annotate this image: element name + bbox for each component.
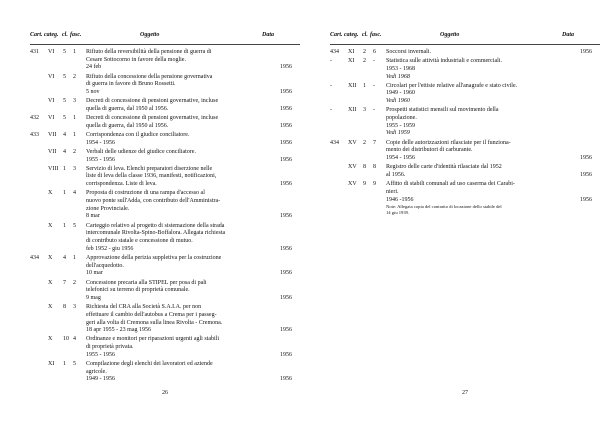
page-number: 27: [462, 390, 468, 396]
left-page: [30, 0, 300, 424]
description-line: Servizio di leva. Elenchi preparatori diserzione nelle: [86, 165, 213, 172]
table-row: [330, 49, 600, 58]
year: 1956: [580, 171, 592, 178]
description-line: 10 mar: [86, 270, 103, 277]
description: [86, 223, 274, 254]
category: XV: [348, 181, 357, 188]
description-line: 1946 -1956: [386, 196, 414, 203]
class: 2: [363, 49, 366, 55]
year: 1956: [580, 49, 592, 55]
description: [86, 149, 274, 164]
class: 1: [63, 190, 66, 197]
cross-reference: Vedi 1959: [386, 130, 410, 137]
class: 4: [63, 131, 66, 138]
note-line: Note: Allegata copia del contratto di locazione dello stabile del: [386, 204, 502, 210]
year: 1956: [280, 351, 292, 358]
table-row: [30, 361, 300, 386]
table-row: [30, 280, 300, 305]
cross-reference: Vedi 1960: [386, 98, 410, 105]
description: [386, 49, 574, 57]
description-line: Affitto di stabili comunali ad uso caserma dei Carabi-: [386, 181, 515, 188]
description-line: 24 feb: [86, 64, 102, 71]
description-line: agricole.: [86, 368, 107, 375]
class: 8: [63, 304, 66, 311]
description-line: Soccorsi invernali.: [386, 49, 431, 55]
category: XI: [348, 49, 355, 55]
class: 1: [63, 165, 66, 172]
description-line: Rifiuto della concessione della pensione governativa: [86, 73, 213, 80]
category: X: [48, 336, 53, 343]
category: XII: [348, 107, 357, 114]
description-line: mento dei distributori di carburante.: [386, 147, 473, 154]
year: 1956: [280, 105, 292, 112]
fascicle: -: [373, 58, 375, 65]
year: 1956: [280, 181, 292, 188]
description: [386, 58, 574, 81]
class: 1: [63, 361, 66, 368]
description-line: di proprietà privata.: [86, 344, 134, 351]
description: [86, 361, 274, 384]
description-line: Cesare Sottocorno in favore della moglie.: [86, 56, 186, 63]
category: VI: [48, 49, 55, 55]
description-line: zione Provinciale.: [86, 205, 130, 212]
class: 4: [63, 148, 66, 155]
table-row: [30, 132, 300, 149]
description-line: di contributo statale e concessione di mutuo.: [86, 238, 193, 245]
cart-number: 434: [330, 139, 339, 146]
description-line: geri alla volta di Cremona sulla linea Rivolta - Cremona.: [86, 319, 223, 326]
fascicle: 1: [73, 131, 76, 138]
class: 2: [363, 58, 366, 65]
header-oggetto: Oggetto: [440, 32, 460, 38]
description-line: dell'acquedotto.: [86, 262, 124, 269]
description: [386, 107, 574, 138]
description-line: Corrispondenza con il giudice conciliatore.: [86, 131, 190, 138]
year: 1956: [280, 213, 292, 220]
cart-number: 432: [30, 115, 39, 122]
description-line: quella di guerra, dal 1950 al 1956.: [86, 105, 169, 112]
cross-reference: Vedi 1968: [386, 73, 410, 80]
fascicle: 2: [73, 73, 76, 80]
description: [86, 98, 274, 113]
class: 8: [363, 164, 366, 171]
note-line: 14 giu 1939.: [386, 209, 410, 215]
table-row: [30, 336, 300, 361]
description: [386, 83, 574, 106]
description-line: 9 mag: [86, 294, 101, 301]
description: [86, 132, 274, 147]
fascicle: 3: [73, 165, 76, 172]
description: [86, 280, 274, 303]
year: 1956: [580, 155, 592, 162]
description-line: 1955 - 1956: [86, 156, 115, 163]
description-line: 1955 - 1959: [386, 122, 415, 129]
header-fasc: fasc.: [370, 32, 382, 38]
description-line: nieri.: [386, 188, 399, 195]
year: 1956: [580, 196, 592, 203]
table-row: [330, 164, 600, 181]
fascicle: 8: [373, 164, 376, 171]
fascicle: 6: [373, 49, 376, 55]
category: X: [48, 279, 53, 286]
description-line: corrispondenza. Liste di leva.: [86, 181, 157, 188]
description: [386, 181, 574, 215]
fascicle: 1: [73, 49, 76, 55]
description-line: Statistica sulle attività industriali e commerciali.: [386, 58, 502, 65]
header-rule: [330, 44, 600, 45]
fascicle: 3: [73, 304, 76, 311]
description-line: Verbali delle udienze del giudice conciliatore.: [86, 148, 196, 155]
table-row: [330, 181, 600, 217]
fascicle: 1: [73, 115, 76, 122]
description: [86, 336, 274, 359]
header-cl: cl.: [62, 32, 68, 38]
fascicle: 2: [73, 148, 76, 155]
description-line: quella di guerra, dal 1950 al 1956.: [86, 122, 169, 129]
description-line: 8 mar: [86, 213, 100, 220]
description-line: 1955 - 1956: [86, 351, 115, 358]
description-line: Compilazione degli elenchi dei lavoratori ed aziende: [86, 361, 213, 368]
class: 5: [63, 49, 66, 55]
category: XV: [348, 139, 357, 146]
class: 7: [63, 279, 66, 286]
table-row: [30, 115, 300, 132]
year: 1956: [280, 139, 292, 146]
class: 1: [63, 222, 66, 229]
cart-number: 433: [30, 131, 39, 138]
year: 1956: [280, 88, 292, 95]
description: [386, 164, 574, 179]
description: [86, 74, 274, 97]
category: X: [48, 190, 53, 197]
right-rows: [330, 49, 600, 217]
category: XI: [48, 361, 55, 368]
fascicle: 4: [73, 190, 76, 197]
header-cl: cl.: [362, 32, 368, 38]
header-cart: Cart.: [30, 32, 43, 38]
description-line: 1954 - 1956: [386, 155, 415, 162]
header-categ: categ.: [44, 32, 59, 38]
year: 1956: [280, 122, 292, 129]
table-row: [30, 74, 300, 99]
cart-number: 434: [330, 49, 339, 55]
header-oggetto: Oggetto: [140, 32, 160, 38]
category: VI: [48, 98, 55, 105]
description: [86, 190, 274, 221]
description: [386, 140, 574, 163]
description: [86, 166, 274, 189]
description-line: effettuare il cambio dell'autobus a Crema per i passeg-: [86, 311, 217, 318]
fascicle: 3: [73, 98, 76, 105]
table-header: [30, 32, 300, 42]
category: XII: [348, 82, 357, 89]
description-line: feb 1952 - giu 1956: [86, 245, 134, 252]
right-page: [330, 0, 600, 424]
class: 9: [363, 181, 366, 188]
description-line: 18 apr 1955 - 23 mag 1956: [86, 327, 151, 334]
table-row: [330, 107, 600, 139]
year: 1956: [280, 245, 292, 252]
year: 1956: [280, 376, 292, 383]
cart-number: -: [330, 82, 332, 89]
table-row: [30, 166, 300, 191]
description-line: popolazione.: [386, 115, 417, 122]
fascicle: 9: [373, 181, 376, 188]
table-row: [330, 83, 600, 108]
table-row: [330, 58, 600, 83]
table-row: [30, 49, 300, 74]
fascicle: 1: [73, 254, 76, 261]
cart-number: 431: [30, 49, 39, 55]
header-data: Data: [262, 32, 274, 38]
note: [386, 204, 574, 215]
description-line: 1953 - 1968: [386, 65, 415, 72]
table-row: [330, 140, 600, 165]
category: X: [48, 254, 53, 261]
category: VII: [48, 148, 57, 155]
category: X: [48, 304, 53, 311]
header-categ: categ.: [344, 32, 359, 38]
category: VI: [48, 73, 55, 80]
description-line: liste di leva della classe 1936, manifesti, notificazioni,: [86, 173, 217, 180]
description-line: Carteggio relativo al progetto di sistemazione della strada: [86, 222, 225, 229]
fascicle: 5: [73, 222, 76, 229]
cart-number: -: [330, 107, 332, 114]
class: 5: [63, 115, 66, 122]
description: [86, 255, 274, 278]
header-cart: Cart.: [330, 32, 343, 38]
description-line: al 1956.: [386, 171, 406, 178]
description-line: Registro delle carte d'identità rilasciate dal 1952: [386, 164, 502, 171]
class: 3: [363, 107, 366, 114]
description-line: intercomunale Rivolta-Spino-Boffalora. Allegata richiesta: [86, 230, 226, 237]
description-line: di guerra in favore di Bruno Rossetti.: [86, 81, 176, 88]
description-line: 1954 - 1956: [86, 139, 115, 146]
class: 1: [363, 82, 366, 89]
fascicle: 5: [73, 361, 76, 368]
category: X: [48, 222, 53, 229]
year: 1956: [280, 327, 292, 334]
description-line: 1949 - 1960: [386, 90, 415, 97]
header-rule: [30, 44, 300, 45]
description: [86, 115, 274, 130]
table-header: [330, 32, 600, 42]
description-line: Approvazione della perizia suppletiva per la costruzione: [86, 254, 222, 261]
category: VII: [48, 131, 57, 138]
class: 5: [63, 98, 66, 105]
table-row: [30, 98, 300, 115]
description-line: telefonici su terreno di proprietà comunale.: [86, 287, 190, 294]
table-row: [30, 304, 300, 336]
description-line: Proposta di costruzione di una rampa d'accesso al: [86, 190, 205, 197]
description-line: 5 nov: [86, 88, 100, 95]
year: 1956: [280, 64, 292, 71]
category: XV: [348, 164, 357, 171]
category: XI: [348, 58, 355, 65]
cart-number: -: [330, 58, 332, 65]
description-line: Decreti di concessione di pensioni governative, incluse: [86, 115, 219, 122]
fascicle: 4: [73, 336, 76, 343]
description: [86, 49, 274, 72]
description-line: Concessione precaria alla STIPEL per posa di pali: [86, 279, 207, 286]
description-line: Richiesta del CRA alla Società S.A.I.A. per non: [86, 304, 202, 311]
description-line: Copie delle autorizzazioni rilasciate per il funziona-: [386, 139, 511, 146]
header-data: Data: [562, 32, 574, 38]
table-row: [30, 255, 300, 280]
class: 2: [363, 139, 366, 146]
category: VI: [48, 115, 55, 122]
description-line: Decreti di concessione di pensioni governative, incluse: [86, 98, 219, 105]
description-line: Circolari per l'ettisie relative all'anagrafe e stato civile.: [386, 82, 518, 89]
table-row: [30, 223, 300, 255]
class: 10: [63, 336, 69, 343]
table-row: [30, 149, 300, 166]
description-line: nuovo ponte sull'Adda, con contributo dell'Amministra-: [86, 198, 221, 205]
description-line: 1949 - 1956: [86, 376, 115, 383]
year: 1956: [280, 270, 292, 277]
fascicle: 7: [373, 139, 376, 146]
year: 1956: [280, 294, 292, 301]
class: 4: [63, 254, 66, 261]
description-line: Prospetti statistici mensili sul movimento della: [386, 107, 499, 114]
page-number: 26: [162, 390, 168, 396]
year: 1956: [280, 156, 292, 163]
header-fasc: fasc.: [70, 32, 82, 38]
fascicle: -: [373, 82, 375, 89]
class: 5: [63, 73, 66, 80]
cart-number: 434: [30, 254, 39, 261]
fascicle: -: [373, 107, 375, 114]
left-rows: [30, 49, 300, 386]
description: [86, 304, 274, 335]
table-row: [30, 190, 300, 222]
description-line: Ordinanze e monitori per riparazioni urgenti agli stabili: [86, 336, 220, 343]
category: VIII: [48, 165, 59, 172]
fascicle: 2: [73, 279, 76, 286]
description-line: Rifiuto della reversibilità della pensione di guerra di: [86, 49, 212, 55]
